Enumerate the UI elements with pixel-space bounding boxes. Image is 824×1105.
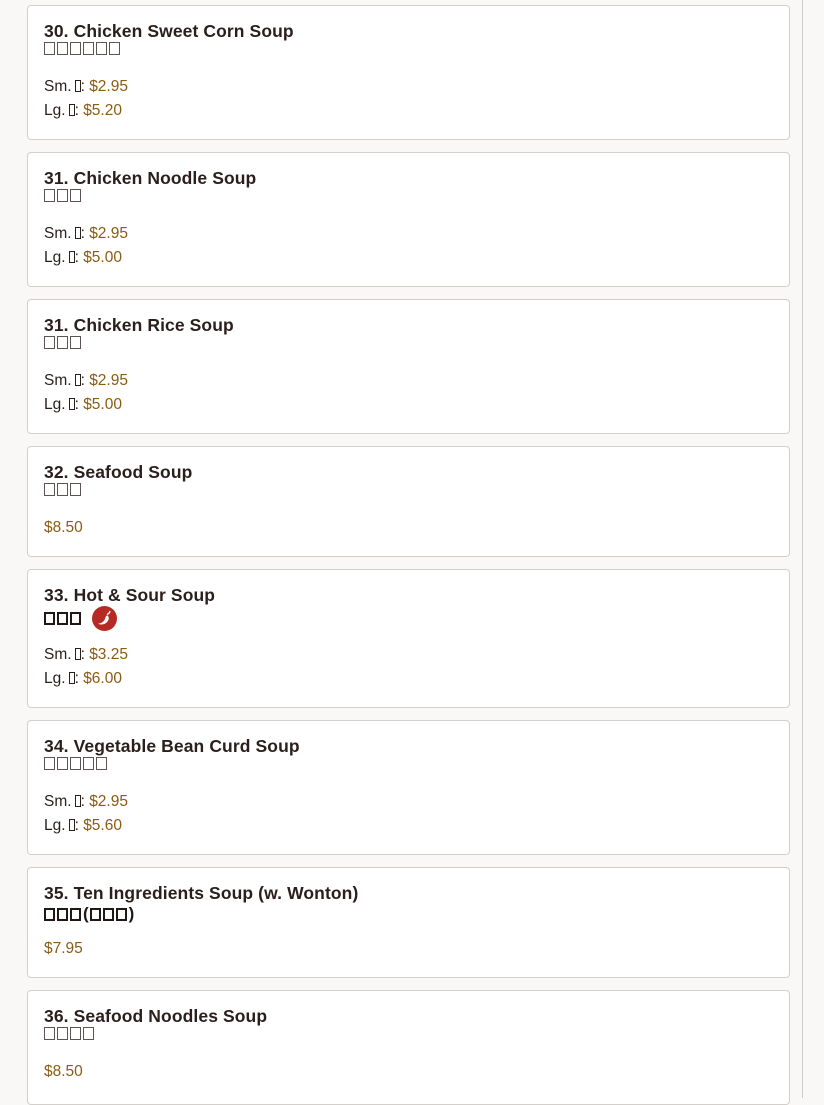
chili-pepper-icon xyxy=(92,606,117,631)
menu-item-36[interactable] xyxy=(27,990,790,1105)
price: $8.50 xyxy=(44,519,83,536)
price: $7.95 xyxy=(44,940,83,957)
page-edge-divider xyxy=(802,0,803,1098)
price-small: Sm. : $2.95 xyxy=(44,793,128,810)
item-chinese-name xyxy=(44,757,109,770)
item-chinese-name xyxy=(44,1027,96,1040)
price-large: Lg. : $6.00 xyxy=(44,670,122,687)
price-large: Lg. : $5.00 xyxy=(44,396,122,413)
price-large: Lg. : $5.60 xyxy=(44,817,122,834)
menu-item-30[interactable] xyxy=(27,5,790,140)
price-small: Sm. : $2.95 xyxy=(44,225,128,242)
price-large: Lg. : $5.00 xyxy=(44,249,122,266)
price-small: Sm. : $2.95 xyxy=(44,372,128,389)
item-chinese-name: ( ) xyxy=(44,904,135,924)
item-chinese-name xyxy=(44,42,122,55)
menu-item-32[interactable] xyxy=(27,446,790,557)
menu-item-34[interactable] xyxy=(27,720,790,855)
item-name: 36. Seafood Noodles Soup xyxy=(44,1006,268,1026)
item-name: 31. Chicken Rice Soup xyxy=(44,315,234,335)
item-name: 35. Ten Ingredients Soup (w. Wonton) xyxy=(44,883,359,903)
price-small: Sm. : $3.25 xyxy=(44,646,128,663)
item-name: 30. Chicken Sweet Corn Soup xyxy=(44,21,294,41)
item-chinese-name xyxy=(44,483,83,496)
menu-item-31-rice[interactable] xyxy=(27,299,790,434)
menu-item-35[interactable] xyxy=(27,867,790,978)
item-name: 34. Vegetable Bean Curd Soup xyxy=(44,736,300,756)
item-chinese-name xyxy=(44,189,83,202)
price-small: Sm. : $2.95 xyxy=(44,78,128,95)
item-chinese-name xyxy=(44,336,83,349)
item-name: 33. Hot & Sour Soup xyxy=(44,585,216,605)
menu-item-31-noodle[interactable] xyxy=(27,152,790,287)
price-large: Lg. : $5.20 xyxy=(44,102,122,119)
item-name: 31. Chicken Noodle Soup xyxy=(44,168,257,188)
item-name: 32. Seafood Soup xyxy=(44,462,193,482)
price: $8.50 xyxy=(44,1063,83,1080)
menu-item-33[interactable] xyxy=(27,569,790,708)
item-chinese-name xyxy=(44,606,117,631)
